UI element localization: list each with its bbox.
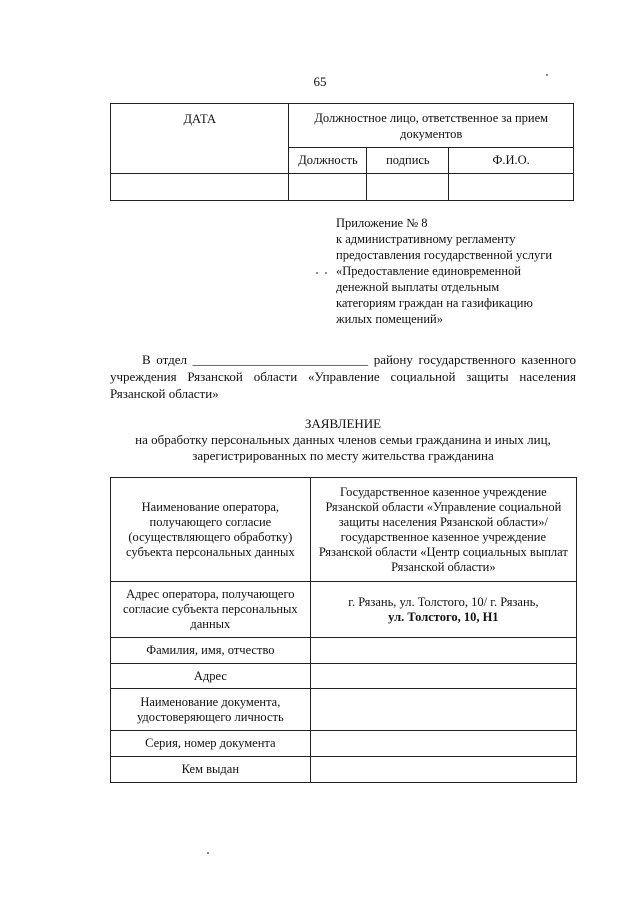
operator-value: Государственное казенное учреждение Рязанской области «Управление социальной защиты населения Рязанской области»/ государственное казенное учреждение Рязанской области «Центр социальных выплат Рязанской области»	[310, 478, 576, 582]
doc-number-label: Серия, номер документа	[111, 731, 311, 757]
appendix-line: «Предоставление единовременной	[336, 264, 521, 278]
address-value-line: ул. Толстого, 10, Н1	[388, 609, 499, 624]
address-row-cell	[310, 664, 576, 689]
page-number: 65	[313, 74, 327, 89]
scan-speck	[546, 74, 548, 76]
position-header: Должность	[289, 148, 367, 174]
full-name-label: Фамилия, имя, отчество	[111, 638, 311, 664]
scan-speck	[325, 272, 327, 274]
addressee-line: учреждения Рязанской области «Управление социальной защиты населения	[110, 369, 576, 384]
doc-number-cell	[310, 731, 576, 757]
address-row-label: Адрес	[111, 664, 311, 689]
statement-title: ЗАЯВЛЕНИЕ	[304, 416, 382, 431]
position-cell	[289, 174, 367, 201]
date-header: ДАТА	[111, 104, 289, 174]
address-value	[310, 582, 576, 638]
address-label: Адрес оператора, получающего согласие субъекта персональных данных	[111, 582, 311, 638]
name-cell	[449, 174, 574, 201]
date-cell	[111, 174, 289, 201]
id-document-label: Наименование документа, удостоверяющего личность	[111, 689, 311, 731]
full-name-cell	[310, 638, 576, 664]
id-document-cell	[310, 689, 576, 731]
receipt-table	[110, 103, 574, 201]
appendix-block	[336, 215, 586, 327]
appendix-line: к административному регламенту	[336, 232, 516, 246]
appendix-line: предоставления государственной услуги	[336, 248, 553, 262]
appendix-line: категориям граждан на газификацию	[336, 296, 533, 310]
operator-label: Наименование оператора, получающего согласие (осуществляющего обработку) субъекта персональных данных	[111, 478, 311, 582]
signature-cell	[367, 174, 449, 201]
statement-subtitle: зарегистрированных по месту жительства гражданина	[192, 448, 494, 463]
name-header: Ф.И.О.	[449, 148, 574, 174]
scan-speck	[207, 852, 209, 854]
scan-speck	[316, 272, 318, 274]
issued-by-cell	[310, 757, 576, 783]
personal-data-table	[110, 477, 577, 783]
address-value-line: г. Рязань, ул. Толстого, 10/ г. Рязань,	[348, 594, 539, 609]
addressee-block	[110, 351, 576, 402]
appendix-line: жилых помещений»	[336, 312, 443, 326]
issued-by-label: Кем выдан	[111, 757, 311, 783]
appendix-line: Приложение № 8	[336, 216, 428, 230]
addressee-line: Рязанской области»	[110, 386, 219, 401]
appendix-line: денежной выплаты отдельным	[336, 280, 500, 294]
statement-subtitle: на обработку персональных данных членов семьи гражданина и иных лиц,	[135, 432, 551, 447]
addressee-line: В отдел ___________________________ району государственного казенного	[142, 352, 576, 367]
official-header: Должностное лицо, ответственное за прием документов	[289, 104, 574, 148]
signature-header: подпись	[367, 148, 449, 174]
